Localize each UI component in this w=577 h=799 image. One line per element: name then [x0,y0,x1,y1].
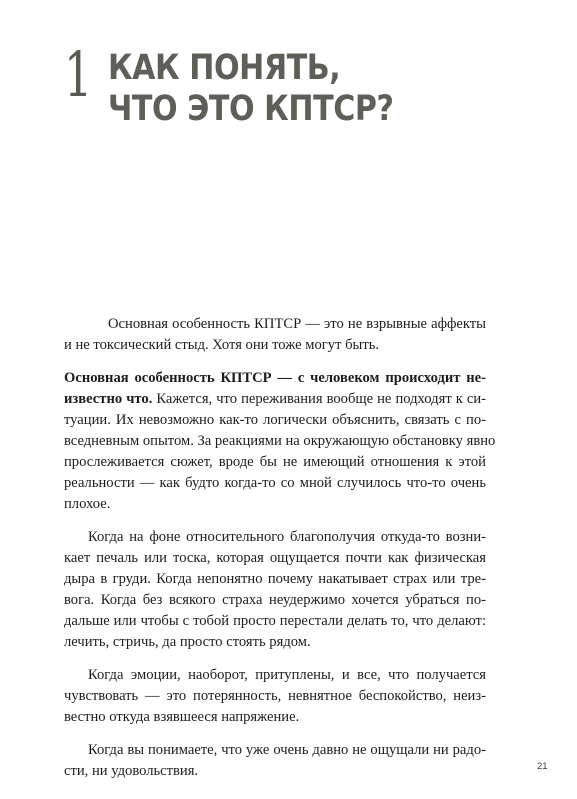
paragraph-2 [64,368,496,515]
paragraph-1 [64,314,486,356]
text-fragment: Кажется, что переживания вообще не подходят к си- [152,391,487,407]
text-line: реальности — как будто когда-то со мной случилось что-то очень [64,475,486,491]
bold-lead-end: известно что. [64,391,153,407]
text-line: Основная особенность КПТСР — это не взрывные аффекты [108,316,486,332]
text-line: сти, ни удовольствия. [64,763,199,779]
chapter-title-line-2: ЧТО ЭТО КПТСР? [108,89,394,129]
paragraph-4 [64,665,486,728]
text-line [64,389,486,410]
text-line: и не токсический стыд. Хотя они тоже могут быть. [64,337,380,353]
text-line: лечить, стричь, да просто стоять рядом. [64,634,311,650]
chapter-title [108,48,440,130]
text-line: плохое. [64,496,111,512]
text-line: вога. Когда без всякого страха неудержимо хочется убраться по- [64,592,486,608]
text-line: прослеживается сюжет, вроде бы не имеющий отношения к этой [64,454,486,470]
text-line: вестно откуда взявшееся напряжение. [64,709,300,725]
text-line: чувствовать — это потерянность, невнятное беспокойство, неиз- [64,688,486,704]
chapter-number: 1 [64,38,93,111]
paragraph-5 [64,740,486,782]
chapter-heading [64,38,524,132]
text-line: дальше или чтобы с тобой просто перестали делать то, что делают: [64,613,486,629]
page-number: 21 [537,761,548,772]
bold-lead-line: Основная особенность КПТСР — с человеком происходит не- [64,370,486,386]
paragraph-3 [64,527,486,653]
text-line: вседневным опытом. За реакциями на окружающую обстановку явно [64,433,496,449]
text-line: Когда вы понимаете, что уже очень давно не ощущали ни радо- [88,742,486,758]
text-line: Когда эмоции, наоборот, притуплены, и все, что получается [88,667,486,683]
text-line: Когда на фоне относительного благополучия откуда-то возни- [88,529,486,545]
text-line: дыра в груди. Когда непонятно почему накатывает страх или тре- [64,571,486,587]
body-text [64,314,496,794]
text-line: кает печаль или тоска, которая ощущается почти как физическая [64,550,486,566]
text-line: туации. Их невозможно как-то логически объяснить, связать с по- [64,412,486,428]
chapter-title-line-1: КАК ПОНЯТЬ, [108,48,341,88]
